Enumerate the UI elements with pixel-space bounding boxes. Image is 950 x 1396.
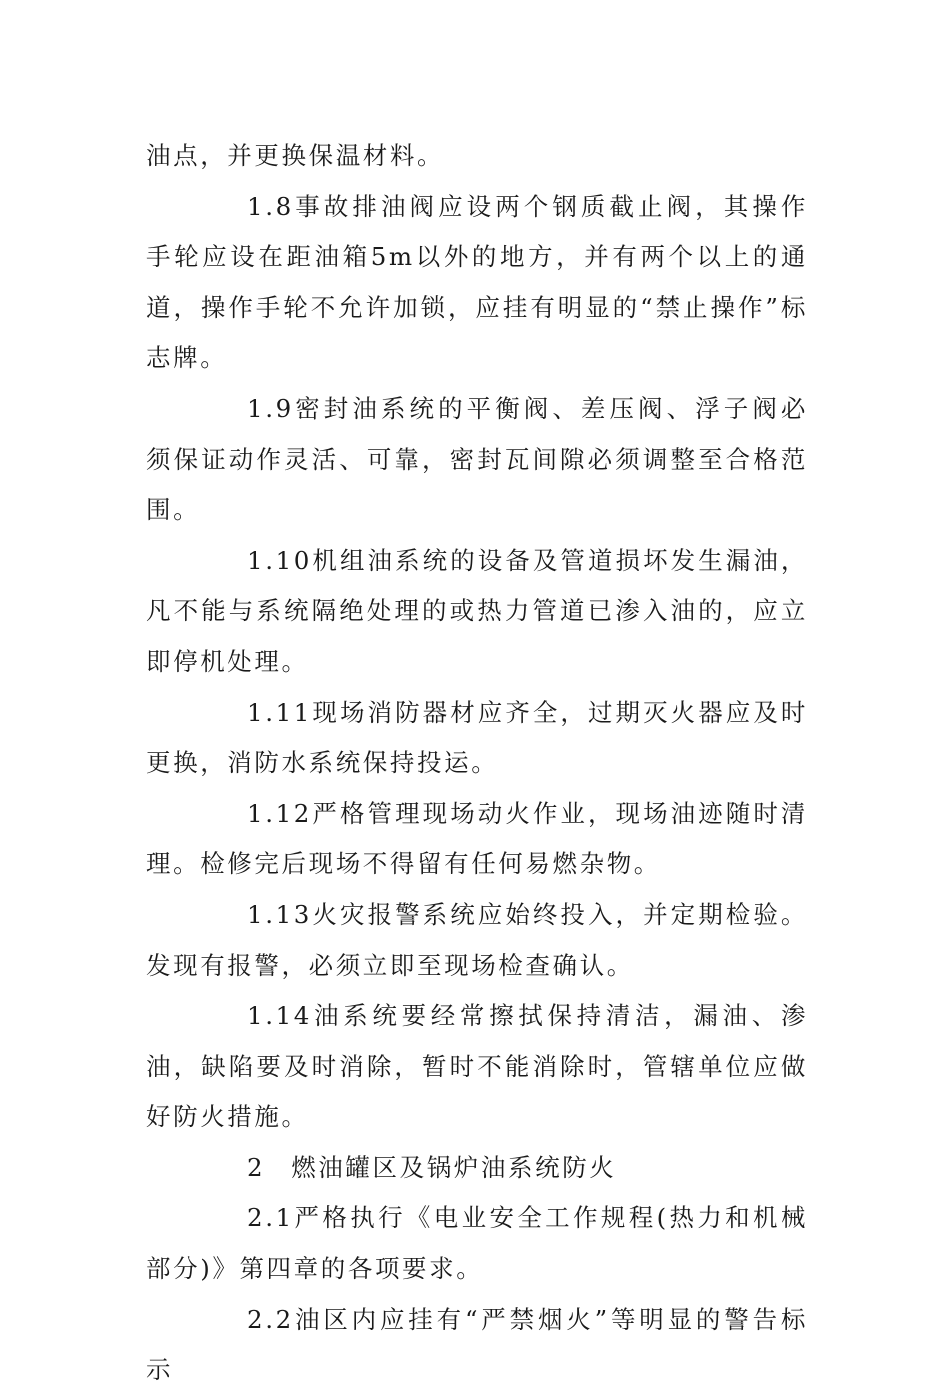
section-number: 2	[247, 1152, 266, 1182]
paragraph-1-14: 1.14油系统要经常擦拭保持清洁，漏油、渗油，缺陷要及时消除，暂时不能消除时，管辖单位应做好防火措施。	[146, 1001, 808, 1132]
paragraph-1-8: 1.8事故排油阀应设两个钢质截止阀，其操作手轮应设在距油箱5m以外的地方，并有两个以上的通道，操作手轮不允许加锁，应挂有明显的“禁止操作”标志牌。	[146, 191, 808, 373]
paragraph-continuation: 油点，并更换保温材料。	[146, 141, 445, 170]
section-heading-2	[146, 1143, 808, 1194]
paragraph-1-12: 1.12严格管理现场动火作业，现场油迹随时清理。检修完后现场不得留有任何易燃杂物。	[146, 798, 808, 879]
paragraph-1-9: 1.9密封油系统的平衡阀、差压阀、浮子阀必须保证动作灵活、可靠，密封瓦间隙必须调整至合格范围。	[146, 393, 808, 525]
document-body	[146, 131, 808, 1396]
paragraph-1-10: 1.10机组油系统的设备及管道损坏发生漏油，凡不能与系统隔绝处理的或热力管道已渗入油的，应立即停机处理。	[146, 545, 808, 676]
paragraph-1-11: 1.11现场消防器材应齐全，过期灭火器应及时更换，消防水系统保持投运。	[146, 697, 808, 778]
paragraph-2-1: 2.1严格执行《电业安全工作规程(热力和机械部分)》第四章的各项要求。	[146, 1203, 808, 1284]
section-title: 燃油罐区及锅炉油系统防火	[291, 1152, 617, 1182]
paragraph-2-2: 2.2油区内应挂有“严禁烟火”等明显的警告标示	[146, 1304, 808, 1385]
paragraph-1-13: 1.13火灾报警系统应始终投入，并定期检验。发现有报警，必须立即至现场检查确认。	[146, 899, 808, 980]
